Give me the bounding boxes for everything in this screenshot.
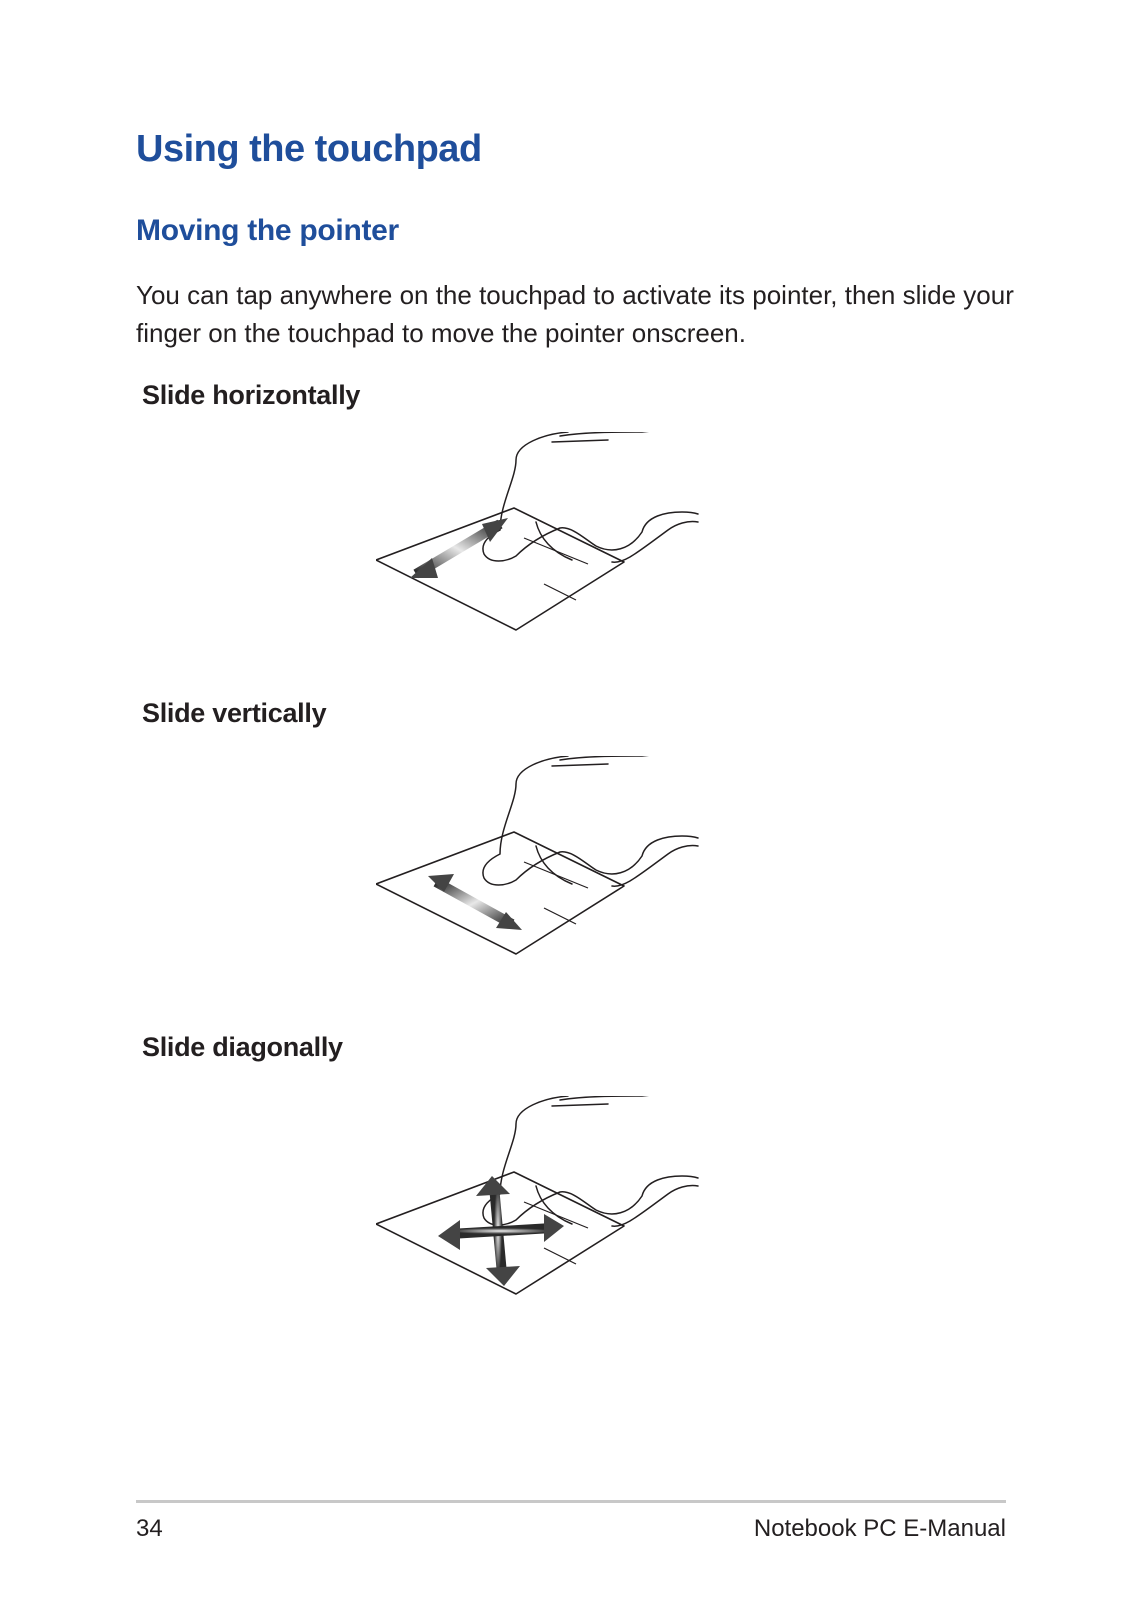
intro-paragraph: You can tap anywhere on the touchpad to activate its pointer, then slide your finger on the touchpad to move the pointer onscreen. [136, 280, 1014, 348]
manual-name: Notebook PC E-Manual [753, 1515, 1006, 1542]
page-number: 34 [136, 1515, 163, 1542]
section-title: Moving the pointer [136, 214, 399, 247]
touchpad-slide-horizontal-icon [376, 432, 768, 652]
touchpad-slide-diagonal-icon [376, 1096, 768, 1316]
gesture-label-horizontal: Slide horizontally [142, 380, 361, 410]
gesture-label-diagonal: Slide diagonally [142, 1032, 343, 1062]
page-title: Using the touchpad [136, 128, 482, 170]
gesture-label-vertical: Slide vertically [142, 698, 327, 728]
footer-divider [136, 1500, 1006, 1503]
touchpad-slide-vertical-icon [376, 756, 768, 976]
